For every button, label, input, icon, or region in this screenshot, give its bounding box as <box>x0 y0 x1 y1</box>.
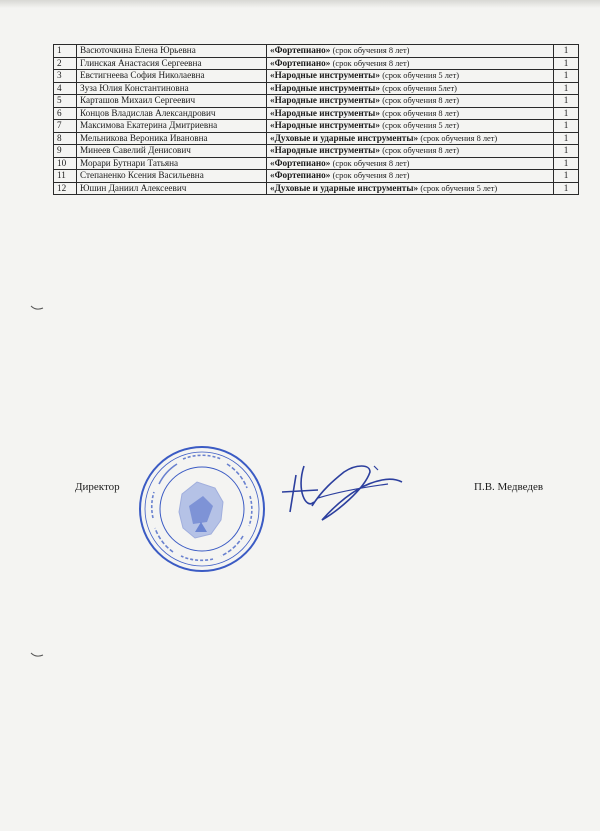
table-row <box>54 182 579 195</box>
row-number: 11 <box>54 170 77 183</box>
student-name: Максимова Екатерина Дмитриевна <box>77 120 267 133</box>
student-name: Васюточкина Елена Юрьевна <box>77 45 267 58</box>
program-cell <box>267 95 554 108</box>
student-roster-table <box>53 44 579 195</box>
table-row <box>54 170 579 183</box>
program-term: (срок обучения 8 лет) <box>382 96 460 105</box>
student-name: Глинская Анастасия Сергеевна <box>77 57 267 70</box>
program-term: (срок обучения 8 лет) <box>332 58 410 68</box>
row-quantity: 1 <box>554 82 579 95</box>
director-signature-icon <box>278 450 408 530</box>
table-row <box>54 95 579 108</box>
program-term: (срок обучения 8 лет) <box>332 171 410 180</box>
program-cell <box>267 45 554 58</box>
program-name: «Народные инструменты» <box>270 145 380 155</box>
student-name: Минеев Савелий Денисович <box>77 145 267 158</box>
row-number: 4 <box>54 82 77 95</box>
program-term: (срок обучения 8 лет) <box>420 133 498 143</box>
program-cell <box>267 70 554 83</box>
program-name: «Фортепиано» <box>270 45 331 55</box>
row-quantity: 1 <box>554 57 579 70</box>
row-number: 10 <box>54 157 77 170</box>
row-quantity: 1 <box>554 95 579 108</box>
student-name: Карташов Михаил Сергеевич <box>77 95 267 108</box>
table-row <box>54 107 579 120</box>
program-term: (срок обучения 5 лет) <box>420 183 498 193</box>
row-number: 7 <box>54 120 77 133</box>
student-name: Мельникова Вероника Ивановна <box>77 132 267 145</box>
program-cell <box>267 57 554 70</box>
punch-mark-icon <box>30 305 44 311</box>
row-quantity: 1 <box>554 120 579 133</box>
table-row <box>54 57 579 70</box>
program-cell <box>267 157 554 170</box>
row-number: 3 <box>54 70 77 83</box>
program-cell <box>267 120 554 133</box>
program-term: (срок обучения 5 лет) <box>382 121 460 130</box>
row-number: 12 <box>54 182 77 195</box>
row-quantity: 1 <box>554 170 579 183</box>
row-number: 6 <box>54 107 77 120</box>
program-name: «Народные инструменты» <box>270 95 380 105</box>
program-cell <box>267 145 554 158</box>
program-name: «Народные инструменты» <box>270 120 380 130</box>
program-name: «Духовые и ударные инструменты» <box>270 132 419 143</box>
program-term: (срок обучения 5лет) <box>382 83 457 93</box>
program-name: «Фортепиано» <box>270 157 331 168</box>
row-number: 1 <box>54 45 77 58</box>
program-name: «Народные инструменты» <box>270 107 380 118</box>
table-row <box>54 145 579 158</box>
row-quantity: 1 <box>554 157 579 170</box>
table-row <box>54 70 579 83</box>
program-name: «Фортепиано» <box>270 57 331 68</box>
row-number: 8 <box>54 132 77 145</box>
table-row <box>54 82 579 95</box>
director-name: П.В. Медведев <box>474 481 544 493</box>
program-cell <box>267 82 554 95</box>
director-title: Директор <box>75 481 120 493</box>
row-quantity: 1 <box>554 107 579 120</box>
row-quantity: 1 <box>554 70 579 83</box>
punch-mark-icon <box>30 652 44 658</box>
program-cell <box>267 107 554 120</box>
student-name: Евстигнеева София Николаевна <box>77 70 267 83</box>
program-cell <box>267 182 554 195</box>
student-name: Степаненко Ксения Васильевна <box>77 170 267 183</box>
student-name: Концов Владислав Александрович <box>77 107 267 120</box>
program-term: (срок обучения 8 лет) <box>332 46 410 55</box>
table-row <box>54 120 579 133</box>
row-quantity: 1 <box>554 145 579 158</box>
official-seal-icon <box>137 444 267 574</box>
row-number: 5 <box>54 95 77 108</box>
program-name: «Фортепиано» <box>270 170 331 180</box>
program-name: «Народные инструменты» <box>270 70 380 80</box>
student-name: Морари Бутнари Татьяна <box>77 157 267 170</box>
row-number: 2 <box>54 57 77 70</box>
table-row <box>54 157 579 170</box>
row-number: 9 <box>54 145 77 158</box>
program-term: (срок обучения 8 лет) <box>382 108 460 118</box>
row-quantity: 1 <box>554 45 579 58</box>
program-term: (срок обучения 8 лет) <box>382 146 460 155</box>
table-row <box>54 45 579 58</box>
program-cell <box>267 170 554 183</box>
roster-body <box>54 45 579 195</box>
program-name: «Духовые и ударные инструменты» <box>270 182 419 193</box>
program-name: «Народные инструменты» <box>270 82 380 93</box>
program-cell <box>267 132 554 145</box>
program-term: (срок обучения 8 лет) <box>332 158 410 168</box>
row-quantity: 1 <box>554 132 579 145</box>
row-quantity: 1 <box>554 182 579 195</box>
program-term: (срок обучения 5 лет) <box>382 71 460 80</box>
scan-top-shadow <box>0 0 600 8</box>
student-name: Зуза Юлия Константиновна <box>77 82 267 95</box>
table-row <box>54 132 579 145</box>
student-name: Юшин Даниил Алексеевич <box>77 182 267 195</box>
